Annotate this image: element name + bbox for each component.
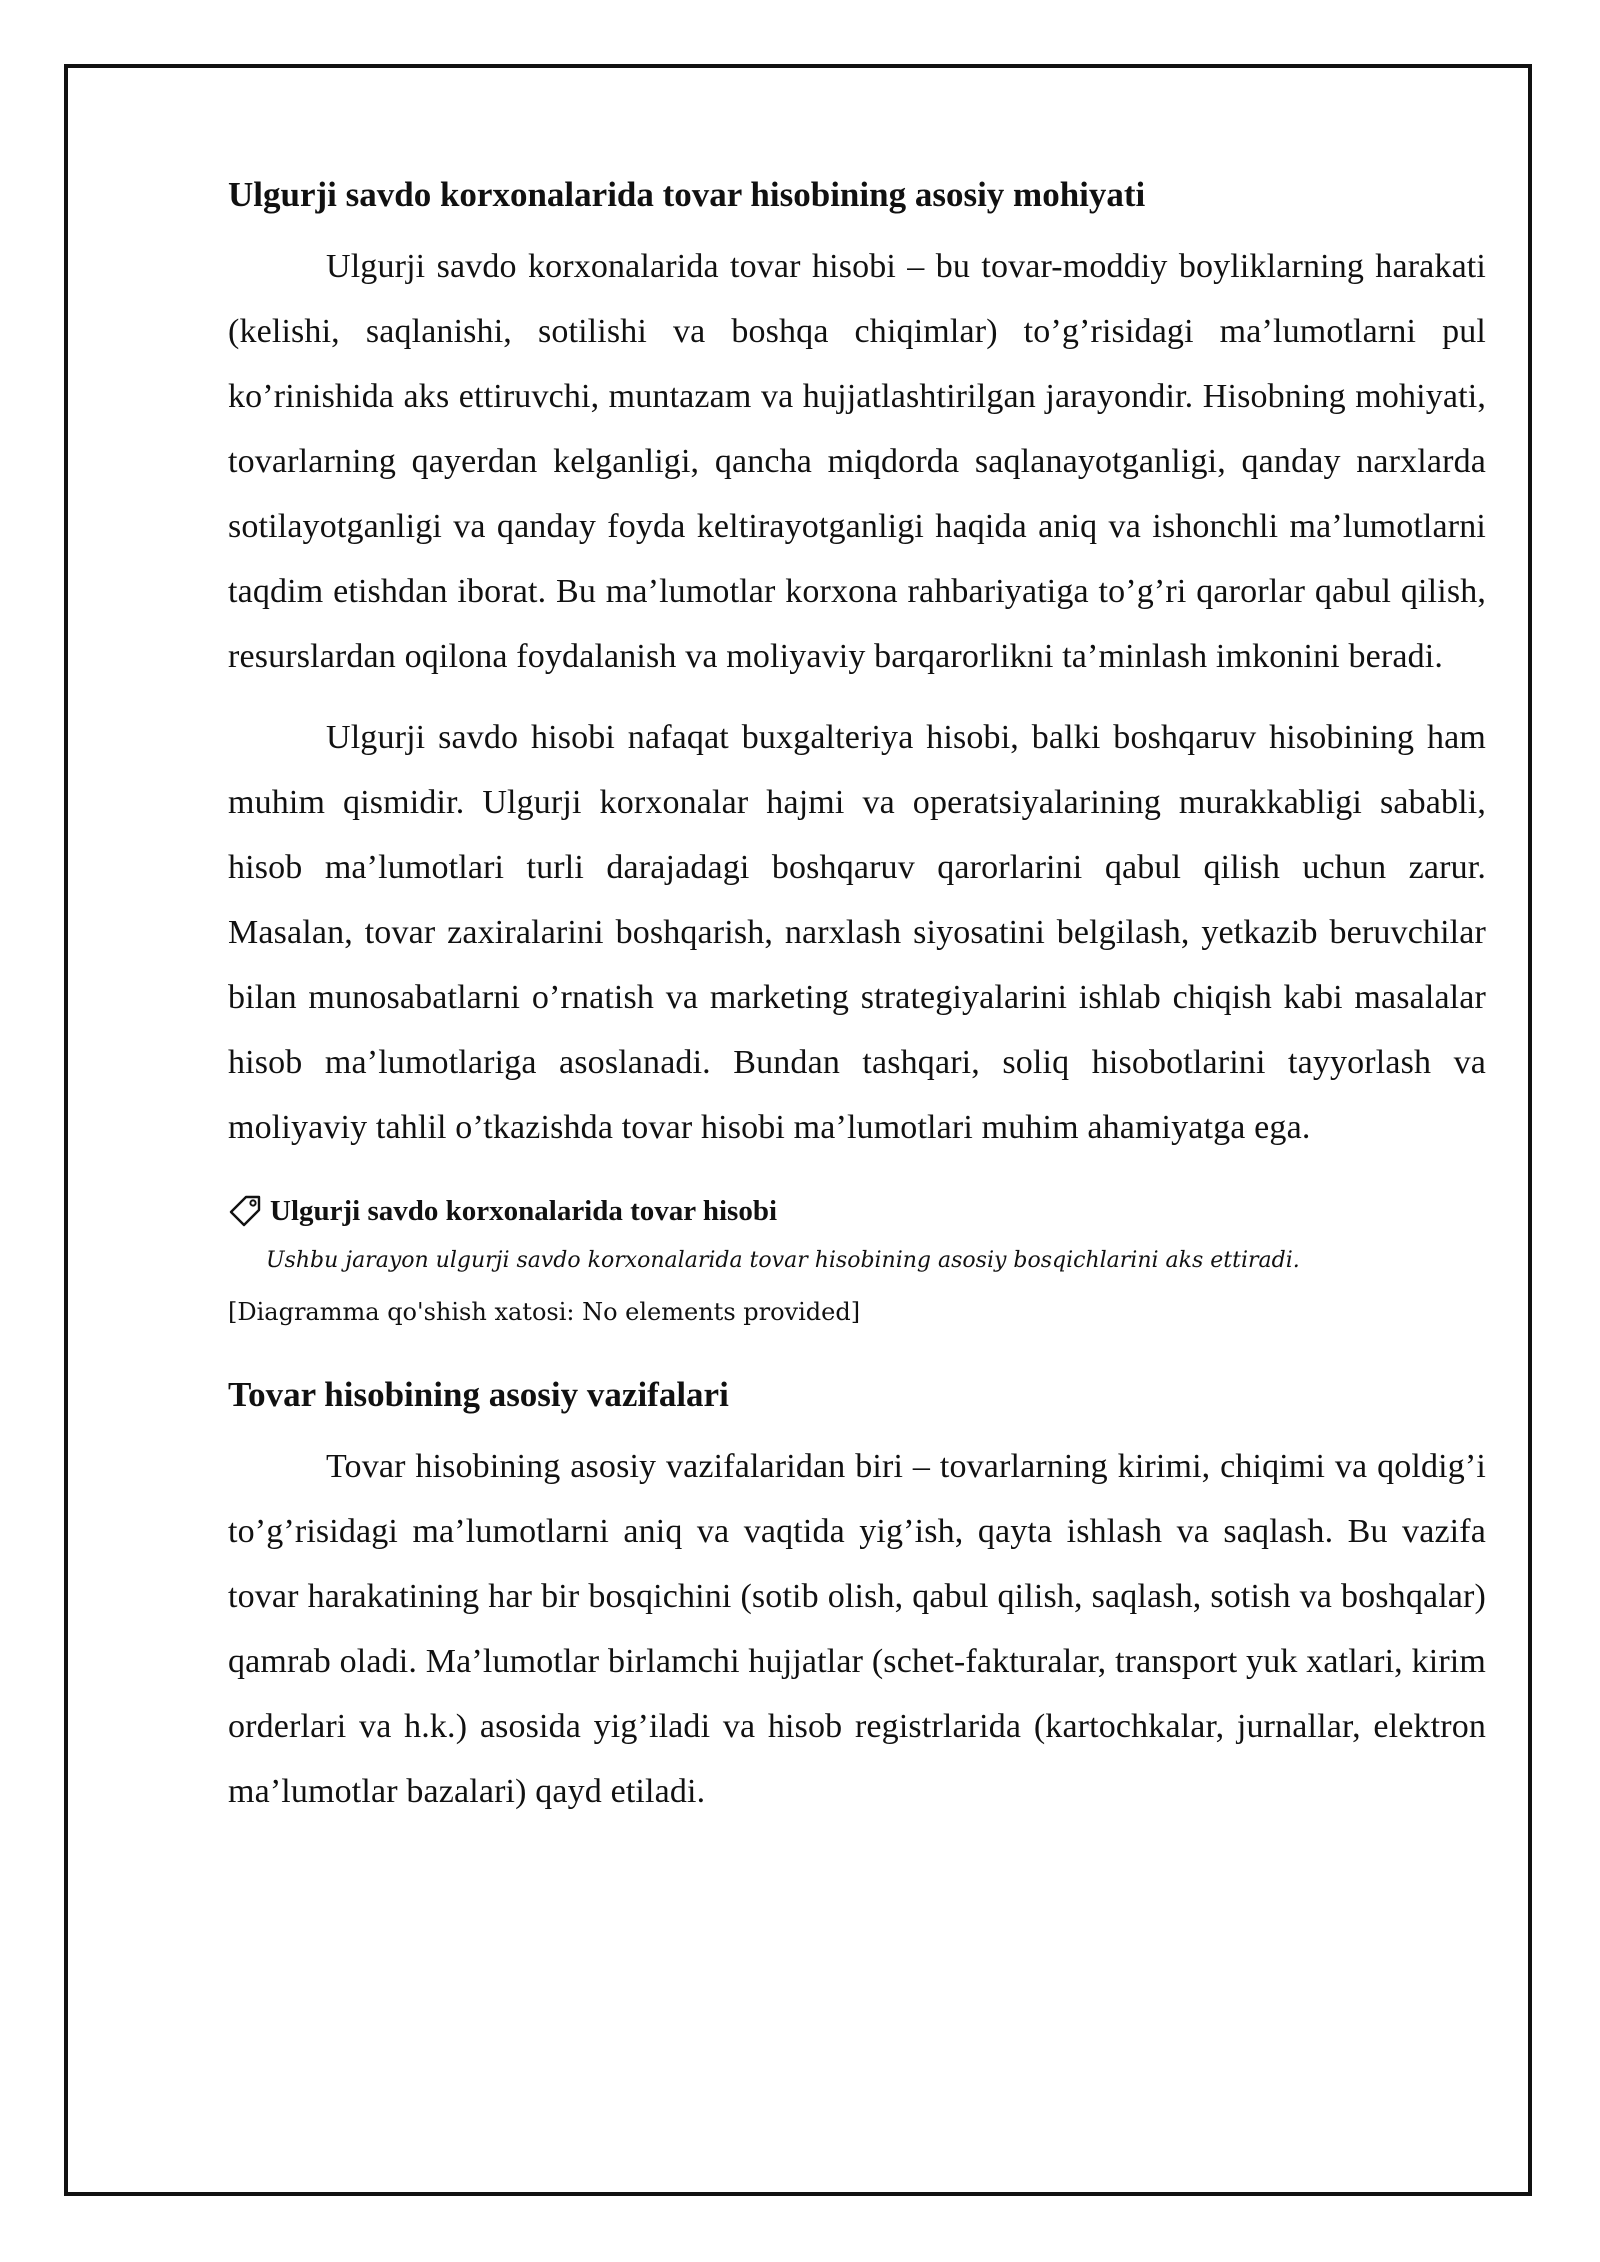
diagram-caption: Ushbu jarayon ulgurji savdo korxonalarida tovar hisobining asosiy bosqichlarini aks ettiradi. xyxy=(266,1248,1300,1273)
section-heading: Ulgurji savdo korxonalarida tovar hisobining asosiy mohiyati xyxy=(228,175,1146,214)
diagram-error-message: [Diagramma qo'shish xatosi: No elements provided] xyxy=(228,1298,861,1326)
body-paragraph: Tovar hisobining asosiy vazifalaridan biri – tovarlarning kirimi, chiqimi va qoldig’i to’g’risidagi ma’lumotlarni aniq va vaqtida yig’ish, qayta ishlash va saqlash. Bu vazifa tovar harakatining har bir bosqichini (sotib olish, qabul qilish, saqlash, sotish va boshqalar) qamrab oladi. Ma’lumotlar birlamchi hujjatlar (schet-fakturalar, transport yuk xatlari, kirim orderlari va h.k.) asosida yig’iladi va hisob registrlarida (kartochkalar, jurnallar, elektron ma’lumotlar bazalari) qayd etiladi. xyxy=(228,1448,1486,1810)
diagram-block xyxy=(228,1190,1486,1328)
document-body xyxy=(228,168,1486,1840)
diagram-title-row xyxy=(228,1190,1486,1232)
diagram-title: Ulgurji savdo korxonalarida tovar hisobi xyxy=(270,1194,778,1227)
body-paragraph: Ulgurji savdo korxonalarida tovar hisobi – bu tovar-moddiy boyliklarning harakati (kelishi, saqlanishi, sotilishi va boshqa chiqimlar) to’g’risidagi ma’lumotlarni pul ko’rinishida aks ettiruvchi, muntazam va hujjatlashtirilgan jarayondir. Hisobning mohiyati, tovarlarning qayerdan kelganligi, qancha miqdorda saqlanayotganligi, qanday narxlarda sotilayotganligi va qanday foyda keltirayotganligi haqida aniq va ishonchli ma’lumotlarni taqdim etishdan iborat. Bu ma’lumotlar korxona rahbariyatiga to’g’ri qarorlar qabul qilish, resurslardan oqilona foydalanish va moliyaviy barqarorlikni ta’minlash imkonini beradi. xyxy=(228,248,1486,675)
section-heading: Tovar hisobining asosiy vazifalari xyxy=(228,1375,729,1414)
tag-icon xyxy=(228,1194,262,1228)
body-paragraph: Ulgurji savdo hisobi nafaqat buxgalteriya hisobi, balki boshqaruv hisobining ham muhim qismidir. Ulgurji korxonalar hajmi va operatsiyalarining murakkabligi sababli, hisob ma’lumotlari turli darajadagi boshqaruv qarorlarini qabul qilish uchun zarur. Masalan, tovar zaxiralarini boshqarish, narxlash siyosatini belgilash, yetkazib beruvchilar bilan munosabatlarni o’rnatish va marketing strategiyalarini ishlab chiqish kabi masalalar hisob ma’lumotlariga asoslanadi. Bundan tashqari, soliq hisobotlarini tayyorlash va moliyaviy tahlil o’tkazishda tovar hisobi ma’lumotlari muhim ahamiyatga ega. xyxy=(228,719,1486,1146)
